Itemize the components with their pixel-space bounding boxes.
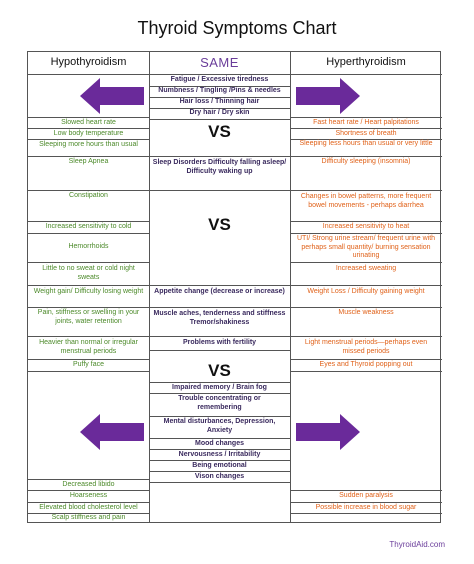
row-divider — [149, 416, 290, 417]
row-divider — [290, 285, 442, 286]
right-arrow-icon — [296, 78, 360, 114]
row-divider — [290, 128, 442, 129]
symptoms-chart — [27, 51, 441, 523]
row-divider — [290, 502, 442, 503]
same-symptom: Mental disturbances, Depression, Anxiety — [163, 418, 276, 434]
vs-label: VS — [208, 215, 231, 234]
header-divider — [28, 74, 442, 75]
hyper-symptom: Increased sweating — [335, 265, 397, 272]
left-arrow-icon — [80, 78, 144, 114]
hypo-symptom: Low body temperature — [53, 130, 124, 137]
right-arrow-icon — [296, 414, 360, 450]
hypo-symptom: Increased sensitivity to cold — [45, 223, 132, 230]
row-divider — [28, 262, 149, 263]
row-divider — [290, 336, 442, 337]
footer-source: ThyroidAid.com — [389, 540, 445, 549]
row-divider — [149, 460, 290, 461]
hyper-symptom: Weight Loss / Difficulty gaining weight — [307, 288, 425, 295]
hypo-symptom: Heavier than normal or irregular menstrual periods — [39, 339, 138, 355]
row-divider — [28, 190, 149, 191]
row-divider — [28, 336, 149, 337]
row-divider — [290, 156, 442, 157]
same-symptom: Vison changes — [194, 473, 245, 480]
hypo-symptom: Puffy face — [72, 361, 104, 368]
row-divider — [290, 307, 442, 308]
row-divider — [149, 119, 290, 120]
header-hypothyroidism: Hypothyroidism — [50, 56, 127, 68]
row-divider — [149, 350, 290, 351]
row-divider — [149, 449, 290, 450]
row-divider — [28, 359, 149, 360]
row-divider — [28, 490, 149, 491]
same-symptom: Nervousness / Irritability — [178, 451, 261, 458]
row-divider — [149, 382, 290, 383]
hypo-symptom: Little to no sweat or cold night sweats — [42, 265, 135, 281]
row-divider — [290, 233, 442, 234]
hypo-symptom: Elevated blood cholesterol level — [39, 504, 138, 511]
hypo-symptom: Hoarseness — [69, 492, 108, 499]
hyper-symptom: Increased sensitivity to heat — [322, 223, 410, 230]
row-divider — [290, 190, 442, 191]
same-symptom: Trouble concentrating or remembering — [178, 395, 261, 411]
row-divider — [290, 117, 442, 118]
row-divider — [28, 502, 149, 503]
hyper-symptom: Changes in bowel patterns, more frequent bowel movements - perhaps diarrhea — [300, 193, 432, 209]
same-symptom: Numbness / Tingling /Pins & needles — [158, 87, 281, 94]
row-divider — [28, 156, 149, 157]
same-symptom: Muscle aches, tenderness and stiffness Tremor/shakiness — [153, 310, 286, 326]
row-divider — [149, 190, 290, 191]
row-divider — [290, 359, 442, 360]
row-divider — [28, 233, 149, 234]
hypo-symptom: Slowed heart rate — [61, 119, 116, 126]
row-divider — [149, 393, 290, 394]
row-divider — [149, 482, 290, 483]
column-divider — [290, 52, 291, 522]
header-hyperthyroidism: Hyperthyroidism — [326, 56, 406, 68]
same-symptom: Mood changes — [194, 440, 244, 447]
vs-label: VS — [208, 122, 231, 141]
row-divider — [28, 307, 149, 308]
row-divider — [149, 438, 290, 439]
row-divider — [28, 221, 149, 222]
same-symptom: Hair loss / Thinning hair — [179, 98, 260, 105]
row-divider — [149, 471, 290, 472]
row-divider — [28, 285, 149, 286]
header-same: SAME — [200, 55, 239, 70]
same-symptom: Sleep Disorders Difficulty falling asleep/ Difficulty waking up — [152, 159, 287, 175]
same-symptom: Appetite change (decrease or increase) — [154, 288, 285, 295]
row-divider — [290, 513, 442, 514]
hyper-symptom: Difficulty sleeping (insomnia) — [321, 158, 411, 165]
same-symptom: Being emotional — [192, 462, 247, 469]
hypo-symptom: Hemorrhoids — [68, 243, 109, 250]
hypo-symptom: Constipation — [69, 192, 108, 199]
hyper-symptom: Sudden paralysis — [339, 492, 393, 499]
row-divider — [149, 285, 290, 286]
row-divider — [290, 262, 442, 263]
row-divider — [149, 156, 290, 157]
vs-label: VS — [208, 361, 231, 380]
hyper-symptom: Fast heart rate / Heart palpitations — [313, 119, 419, 126]
hyper-symptom: Eyes and Thyroid popping out — [319, 361, 413, 368]
row-divider — [290, 490, 442, 491]
row-divider — [28, 371, 149, 372]
same-symptom: Dry hair / Dry skin — [189, 109, 250, 116]
row-divider — [28, 117, 149, 118]
row-divider — [28, 128, 149, 129]
same-symptom: Fatigue / Excessive tiredness — [170, 76, 269, 83]
same-symptom: Impaired memory / Brain fog — [172, 384, 267, 391]
row-divider — [149, 307, 290, 308]
page-title: Thyroid Symptoms Chart — [137, 18, 337, 38]
hyper-symptom: Muscle weakness — [338, 309, 394, 316]
hypo-symptom: Decreased libido — [62, 481, 115, 488]
hyper-symptom: Possible increase in blood sugar — [315, 504, 417, 511]
row-divider — [149, 336, 290, 337]
hypo-symptom: Scalp stiffness and pain — [51, 514, 126, 521]
row-divider — [28, 139, 149, 140]
hypo-symptom: Weight gain/ Difficulty losing weight — [33, 288, 144, 295]
row-divider — [290, 371, 442, 372]
hyper-symptom: UTI/ Strong urine stream/ frequent urine with perhaps small quantity/ burning sensation urinating — [296, 235, 436, 260]
row-divider — [28, 479, 149, 480]
hypo-symptom: Sleep Apnea — [68, 158, 109, 165]
hyper-symptom: Shortness of breath — [335, 130, 397, 137]
same-symptom: Problems with fertility — [182, 339, 257, 346]
row-divider — [290, 221, 442, 222]
hyper-symptom: Light menstrual periods—perhaps even missed periods — [304, 339, 428, 355]
left-arrow-icon — [80, 414, 144, 450]
hyper-symptom: Sleeping less hours than usual or very little — [299, 140, 433, 147]
hypo-symptom: Pain, stiffness or swelling in your joints, water retention — [37, 309, 140, 325]
hypo-symptom: Sleeping more hours than usual — [39, 141, 138, 148]
